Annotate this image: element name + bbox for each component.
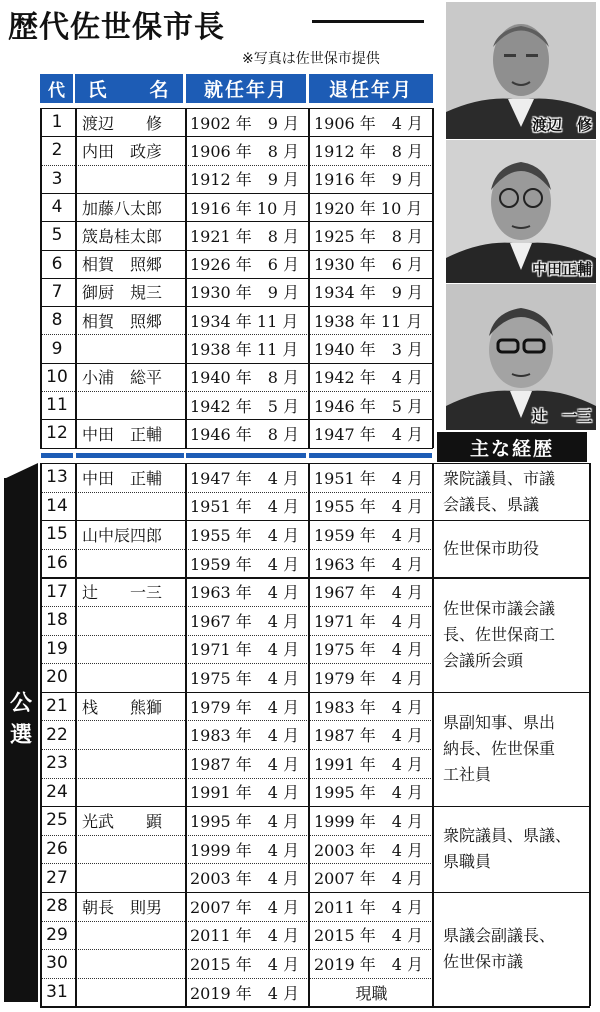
column-divider: [40, 463, 42, 1006]
column-divider: [185, 463, 187, 1006]
end-date: 1987 年 4 月: [314, 726, 424, 746]
table-row: [40, 136, 433, 164]
mayor-name: 山中辰四郎: [82, 525, 163, 545]
career-right-border: [589, 463, 591, 1006]
table-row: [40, 520, 433, 549]
table-row: [40, 663, 433, 692]
career-text: 佐世保市助役: [443, 538, 540, 558]
column-divider: [432, 463, 434, 1006]
term-number: 16: [46, 553, 68, 574]
career-header: 主な経歴: [437, 432, 587, 462]
table-row: [40, 720, 433, 749]
mayor-name: 渡辺 修: [82, 113, 163, 133]
start-date: 1975 年 4 月: [190, 668, 300, 688]
start-date: 1967 年 4 月: [190, 611, 300, 631]
career-divider: [433, 806, 590, 807]
end-date: 1971 年 4 月: [314, 611, 424, 631]
column-divider: [432, 108, 434, 448]
photo-credit-note: ※写真は佐世保市提供: [242, 51, 380, 67]
end-date: 1995 年 4 月: [314, 783, 424, 803]
term-number: 12: [46, 423, 68, 444]
end-date: 1991 年 4 月: [314, 754, 424, 774]
column-divider: [75, 108, 77, 448]
mayor-name: [77, 749, 185, 778]
term-number: 9: [51, 338, 63, 359]
end-date: 2019 年 4 月: [314, 954, 424, 974]
mayor-name: [77, 921, 185, 950]
end-date: 2011 年 4 月: [314, 897, 424, 917]
career-divider: [433, 1006, 590, 1007]
end-date: 1946 年 5 月: [314, 396, 424, 416]
portrait-photo-1: [446, 2, 596, 139]
mayor-name: 小浦 総平: [82, 368, 163, 388]
mayor-name: 朝長 則男: [82, 897, 163, 917]
table-row: [40, 778, 433, 807]
start-date: 1999 年 4 月: [190, 840, 300, 860]
mayor-name: 光武 顕: [82, 811, 163, 831]
term-number: 23: [46, 753, 68, 774]
term-number: 30: [46, 953, 68, 974]
term-number: 18: [46, 610, 68, 631]
mayor-name: 栈 熊獅: [82, 697, 163, 717]
end-date: 2007 年 4 月: [314, 869, 424, 889]
start-date: 1963 年 4 月: [190, 583, 300, 603]
end-date: 現職: [355, 983, 388, 1003]
term-number: 1: [51, 112, 63, 133]
header-start: 就任年月: [186, 74, 306, 103]
section-separator-bar: [76, 453, 184, 458]
term-number: 24: [46, 781, 68, 802]
term-number: 8: [51, 310, 63, 331]
career-divider: [433, 577, 590, 578]
career-text: 県副知事、県出 納長、佐世保重 工社員: [443, 713, 556, 784]
table-row: [40, 193, 433, 221]
start-date: 2003 年 4 月: [190, 869, 300, 889]
section-separator-bar: [41, 453, 73, 458]
term-number: 22: [46, 724, 68, 745]
start-date: 2011 年 4 月: [190, 926, 300, 946]
end-date: 1920 年 10 月: [314, 198, 423, 218]
end-date: 1951 年 4 月: [314, 468, 424, 488]
term-number: 10: [46, 366, 68, 387]
table-row: [40, 978, 433, 1007]
career-text: 衆院議員、市議 会議長、県議: [443, 468, 556, 514]
term-number: 20: [46, 667, 68, 688]
end-date: 2003 年 4 月: [314, 840, 424, 860]
table-row: [40, 549, 433, 578]
portrait-label-3: 辻 一三: [531, 407, 592, 425]
mayor-name: [77, 978, 185, 1007]
end-date: 1942 年 4 月: [314, 368, 424, 388]
page-title: 歴代佐世保市長: [8, 10, 225, 45]
start-date: 1959 年 4 月: [190, 554, 300, 574]
table-row: [40, 806, 433, 835]
start-date: 1971 年 4 月: [190, 640, 300, 660]
mayor-name: [77, 635, 185, 664]
career-divider: [433, 892, 590, 893]
start-date: 1979 年 4 月: [190, 697, 300, 717]
term-number: 29: [46, 924, 68, 945]
mayor-name: 中田 正輔: [82, 424, 163, 444]
mayor-name: 内田 政彦: [82, 141, 163, 161]
header-dai: 代: [40, 74, 73, 103]
table-row: [40, 749, 433, 778]
start-date: 2015 年 4 月: [190, 954, 300, 974]
title-rule: [312, 20, 424, 23]
section-separator-bar: [186, 453, 306, 458]
start-date: 1930 年 9 月: [190, 283, 300, 303]
table-row: [40, 892, 433, 921]
start-date: 1983 年 4 月: [190, 726, 300, 746]
term-number: 4: [51, 197, 63, 218]
table-row: [40, 635, 433, 664]
end-date: 1959 年 4 月: [314, 525, 424, 545]
table-row: [40, 692, 433, 721]
table-row: [40, 391, 433, 419]
mayor-name: [77, 165, 185, 193]
end-date: 1963 年 4 月: [314, 554, 424, 574]
term-number: 21: [46, 696, 68, 717]
mayor-name: [77, 778, 185, 807]
table-row: [40, 863, 433, 892]
header-name: 氏 名: [75, 74, 183, 103]
table-row: [40, 250, 433, 278]
table-row: [40, 306, 433, 334]
column-divider: [75, 463, 77, 1006]
column-divider: [40, 108, 42, 448]
row-divider: [40, 448, 433, 449]
table-row: [40, 165, 433, 193]
mayor-name: [77, 492, 185, 521]
start-date: 1955 年 4 月: [190, 525, 300, 545]
mayor-name: 相賀 照郷: [82, 255, 163, 275]
mayor-name: [77, 720, 185, 749]
mayor-name: 御厨 規三: [82, 283, 163, 303]
term-number: 31: [46, 982, 68, 1003]
career-divider: [433, 520, 590, 521]
term-number: 15: [46, 524, 68, 545]
mayor-name: 筬島桂太郎: [82, 226, 163, 246]
portrait-photo-2: [446, 140, 596, 283]
start-date: 1921 年 8 月: [190, 226, 300, 246]
career-divider: [433, 692, 590, 693]
end-date: 1934 年 9 月: [314, 283, 424, 303]
mayor-name: 中田 正輔: [82, 468, 163, 488]
end-date: 2015 年 4 月: [314, 926, 424, 946]
end-date: 1955 年 4 月: [314, 497, 424, 517]
start-date: 2019 年 4 月: [190, 983, 300, 1003]
start-date: 1987 年 4 月: [190, 754, 300, 774]
start-date: 1912 年 9 月: [190, 170, 300, 190]
term-number: 25: [46, 810, 68, 831]
mayor-name: [77, 549, 185, 578]
table-row: [40, 606, 433, 635]
start-date: 2007 年 4 月: [190, 897, 300, 917]
term-number: 28: [46, 896, 68, 917]
table-row: [40, 221, 433, 249]
portrait-label-1: 渡辺 修: [531, 116, 592, 134]
career-divider: [433, 463, 590, 464]
table-row: [40, 921, 433, 950]
term-number: 6: [51, 253, 63, 274]
end-date: 1938 年 11 月: [314, 311, 423, 331]
start-date: 1942 年 5 月: [190, 396, 300, 416]
table-row: [40, 463, 433, 492]
end-date: 1967 年 4 月: [314, 583, 424, 603]
start-date: 1947 年 4 月: [190, 468, 300, 488]
column-divider: [185, 108, 187, 448]
table-row: [40, 419, 433, 447]
mayor-name: 辻 一三: [82, 583, 163, 603]
portrait-photo-3: [446, 284, 596, 430]
start-date: 1902 年 9 月: [190, 113, 300, 133]
table-row: [40, 492, 433, 521]
start-date: 1938 年 11 月: [190, 340, 299, 360]
table-row: [40, 108, 433, 136]
term-number: 13: [46, 467, 68, 488]
start-date: 1926 年 6 月: [190, 255, 300, 275]
column-divider: [308, 463, 310, 1006]
end-date: 1999 年 4 月: [314, 811, 424, 831]
career-text: 衆院議員、県議、 県職員: [443, 826, 572, 872]
career-text: 佐世保市議会議 長、佐世保商工 会議所会頭: [443, 598, 556, 670]
mayor-name: [77, 334, 185, 362]
mayor-name: [77, 391, 185, 419]
mayor-name: [77, 949, 185, 978]
start-date: 1995 年 4 月: [190, 811, 300, 831]
start-date: 1991 年 4 月: [190, 783, 300, 803]
table-row: [40, 949, 433, 978]
term-number: 5: [51, 225, 63, 246]
term-number: 26: [46, 839, 68, 860]
end-date: 1940 年 3 月: [314, 340, 424, 360]
table-row: [40, 577, 433, 606]
end-date: 1983 年 4 月: [314, 697, 424, 717]
term-number: 14: [46, 495, 68, 516]
header-end: 退任年月: [309, 74, 433, 103]
start-date: 1916 年 10 月: [190, 198, 299, 218]
end-date: 1912 年 8 月: [314, 141, 424, 161]
term-number: 27: [46, 867, 68, 888]
end-date: 1975 年 4 月: [314, 640, 424, 660]
end-date: 1906 年 4 月: [314, 113, 424, 133]
end-date: 1979 年 4 月: [314, 668, 424, 688]
term-number: 11: [46, 395, 68, 416]
start-date: 1906 年 8 月: [190, 141, 300, 161]
table-row: [40, 835, 433, 864]
table-row: [40, 363, 433, 391]
start-date: 1946 年 8 月: [190, 424, 300, 444]
career-text: 県議会副議長、 佐世保市議: [443, 926, 556, 972]
mayor-name: [77, 606, 185, 635]
mayor-name: [77, 835, 185, 864]
mayor-name: 相賀 照郷: [82, 311, 163, 331]
term-number: 2: [51, 140, 63, 161]
term-number: 3: [51, 168, 63, 189]
table-row: [40, 278, 433, 306]
end-date: 1930 年 6 月: [314, 255, 424, 275]
term-number: 19: [46, 638, 68, 659]
mayor-name: [77, 863, 185, 892]
term-number: 7: [51, 281, 63, 302]
kosen-bar-tip: [4, 463, 38, 479]
start-date: 1951 年 4 月: [190, 497, 300, 517]
portrait-label-2: 中田正輔: [531, 260, 592, 278]
start-date: 1934 年 11 月: [190, 311, 299, 331]
table-row: [40, 334, 433, 362]
column-divider: [308, 108, 310, 448]
term-number: 17: [46, 581, 68, 602]
mayor-name: 加藤八太郎: [82, 198, 163, 218]
end-date: 1925 年 8 月: [314, 226, 424, 246]
end-date: 1947 年 4 月: [314, 424, 424, 444]
kosen-label: 公 選: [9, 691, 32, 748]
row-divider: [40, 1006, 433, 1007]
mayor-name: [77, 663, 185, 692]
end-date: 1916 年 9 月: [314, 170, 424, 190]
section-separator-bar: [309, 453, 432, 458]
start-date: 1940 年 8 月: [190, 368, 300, 388]
